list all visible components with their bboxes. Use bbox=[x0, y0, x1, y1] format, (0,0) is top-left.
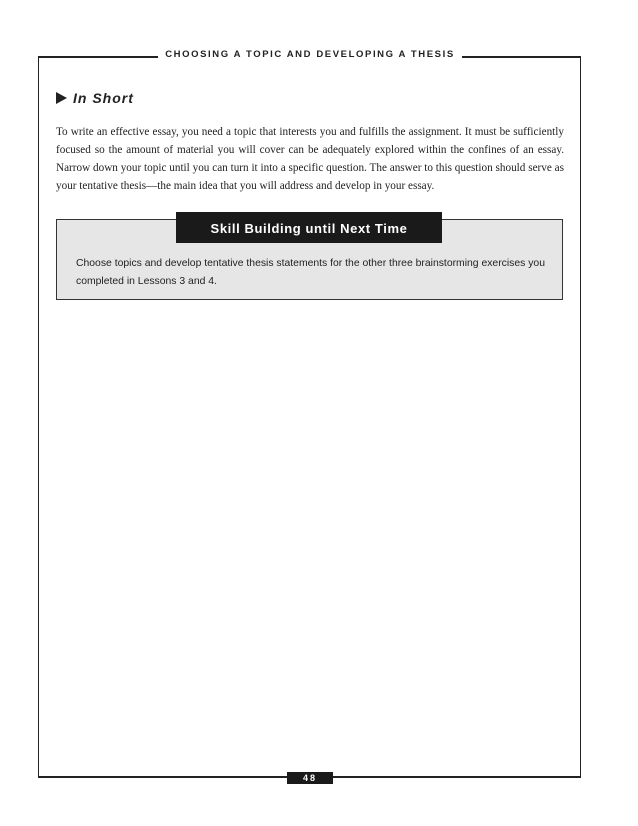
triangle-right-icon bbox=[56, 92, 67, 104]
section-heading bbox=[56, 90, 134, 106]
page-number: 48 bbox=[287, 772, 333, 784]
section-heading-label: In Short bbox=[73, 90, 134, 106]
skill-building-text: Choose topics and develop tentative thesis statements for the other three brainstorming exercises you completed in Lessons 3 and 4. bbox=[76, 258, 545, 287]
skill-building-title: Skill Building until Next Time bbox=[176, 212, 442, 243]
summary-paragraph: To write an effective essay, you need a topic that interests you and fulfills the assignment. It must be sufficiently focused so the amount of material you will cover can be adequately explored within the confines of an essay. Narrow down your topic until you can turn it into a specific question. The answer to this question should serve as your tentative thesis—the main idea that you will address and develop in your essay. bbox=[56, 126, 564, 192]
running-head: CHOOSING A TOPIC AND DEVELOPING A THESIS bbox=[165, 49, 455, 60]
